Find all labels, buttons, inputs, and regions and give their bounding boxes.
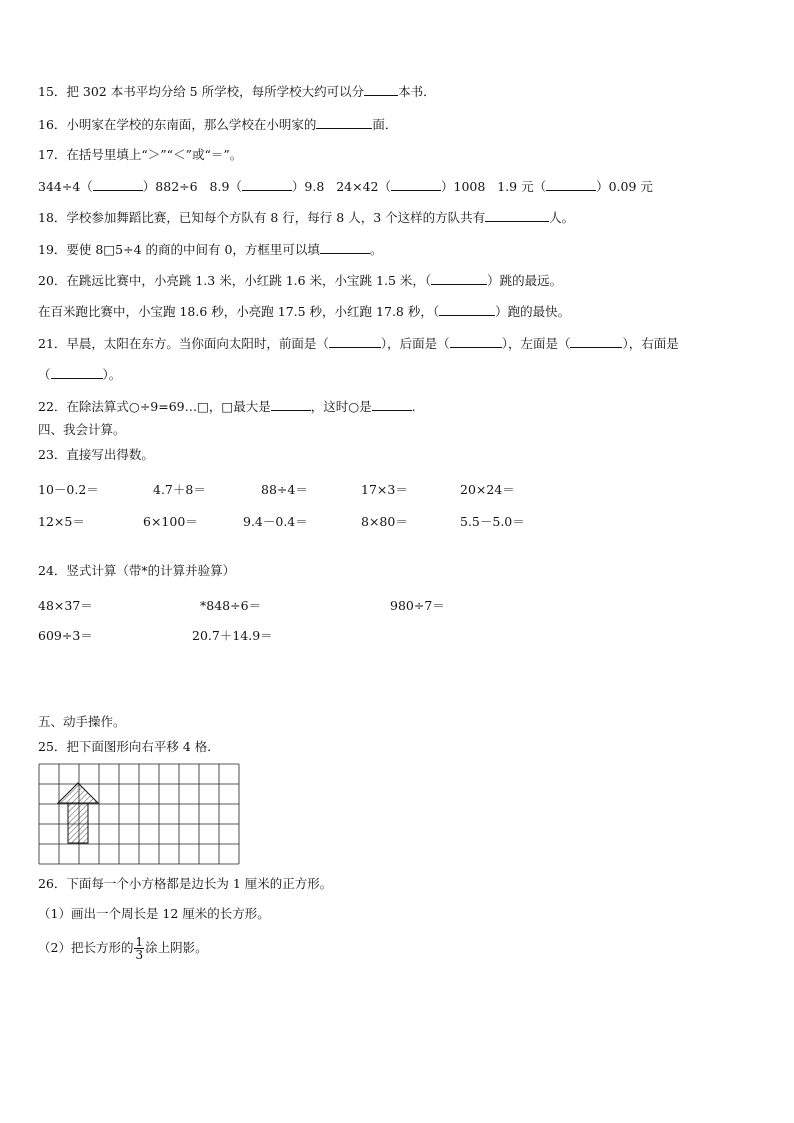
section-four-heading: 四、我会计算。	[38, 422, 126, 437]
question-17-title: 17．在括号里填上“＞”“＜”或“＝”。	[38, 147, 243, 162]
question-20-line-1: 20．在跳远比赛中，小亮跳 1.3 米，小红跳 1.6 米，小宝跳 1.5 米，（ ）跳的最远。	[38, 273, 563, 288]
compare-blank[interactable]	[546, 178, 596, 191]
answer-blank[interactable]	[450, 335, 502, 348]
question-26-sub-1: （1）画出一个周长是 12 厘米的长方形。	[38, 906, 270, 921]
question-26-title: 26．下面每一个小方格都是边长为 1 厘米的正方形。	[38, 876, 333, 891]
fraction: $\frac{1}{3}$	[135, 935, 144, 962]
question-17-items: 344÷4（ ）882÷6 8.9（ ）9.8 24×42（ ）1008 1.9 元（ ）0.09 元	[38, 179, 653, 194]
calc-item: 5.5－5.0＝	[460, 514, 525, 529]
section-five-heading: 五、动手操作。	[38, 714, 126, 729]
answer-blank[interactable]	[320, 241, 370, 254]
vertical-calc-item: 980÷7＝	[390, 598, 445, 613]
compare-blank[interactable]	[93, 178, 143, 191]
answer-blank[interactable]	[364, 83, 398, 96]
question-21-line-2: （ ）。	[38, 367, 122, 382]
vertical-calc-item: 609÷3＝	[38, 628, 93, 643]
question-22: 22．在除法算式○÷9=69…□，□最大是 ，这时○是 .	[38, 399, 416, 414]
calc-item: 12×5＝	[38, 514, 85, 529]
answer-blank[interactable]	[372, 398, 412, 411]
answer-blank[interactable]	[271, 398, 311, 411]
calc-item: 20×24＝	[460, 482, 515, 497]
question-18: 18．学校参加舞蹈比赛，已知每个方队有 8 行，每行 8 人，3 个这样的方队共有 人。	[38, 210, 575, 225]
calc-item: 6×100＝	[143, 514, 198, 529]
question-16: 16．小明家在学校的东南面，那么学校在小明家的 面．	[38, 117, 398, 132]
answer-blank[interactable]	[51, 366, 103, 379]
calc-item: 88÷4＝	[261, 482, 308, 497]
question-15: 15．把 302 本书平均分给 5 所学校，每所学校大约可以分 本书．	[38, 84, 436, 99]
answer-blank[interactable]	[570, 335, 622, 348]
compare-blank[interactable]	[242, 178, 292, 191]
compare-blank[interactable]	[391, 178, 441, 191]
answer-blank[interactable]	[439, 303, 495, 316]
question-20-line-2: 在百米跑比赛中，小宝跑 18.6 秒，小亮跑 17.5 秒，小红跑 17.8 秒，（ ）跑的最快。	[38, 304, 571, 319]
calc-item: 17×3＝	[361, 482, 408, 497]
vertical-calc-item: 48×37＝	[38, 598, 93, 613]
translation-grid[interactable]	[38, 763, 242, 865]
answer-blank[interactable]	[485, 209, 549, 222]
vertical-calc-item: 20.7＋14.9＝	[192, 628, 273, 643]
vertical-calc-item: *848÷6＝	[200, 598, 262, 613]
question-24-title: 24．竖式计算（带*的计算并验算）	[38, 563, 236, 578]
answer-blank[interactable]	[329, 335, 381, 348]
answer-blank[interactable]	[431, 272, 487, 285]
calc-item: 4.7＋8＝	[153, 482, 206, 497]
question-21-line-1: 21．早晨，太阳在东方。当你面向太阳时，前面是（ ），后面是（ ），左面是（ ），右面是	[38, 336, 679, 351]
calc-item: 8×80＝	[361, 514, 408, 529]
question-23-title: 23．直接写出得数。	[38, 447, 154, 462]
question-26-sub-2: （2）把长方形的 $\frac{1}{3}$ 涂上阴影。	[38, 935, 208, 962]
answer-blank[interactable]	[316, 116, 372, 129]
question-15-text: 15．把 302 本书平均分给 5 所学校，每所学校大约可以分	[38, 84, 365, 99]
calc-item: 10－0.2＝	[38, 482, 99, 497]
arrow-shape	[58, 783, 98, 843]
calc-item: 9.4－0.4＝	[243, 514, 308, 529]
question-19: 19．要使 8□5÷4 的商的中间有 0，方框里可以填 。	[38, 242, 383, 257]
question-25-title: 25．把下面图形向右平移 4 格．	[38, 739, 220, 754]
